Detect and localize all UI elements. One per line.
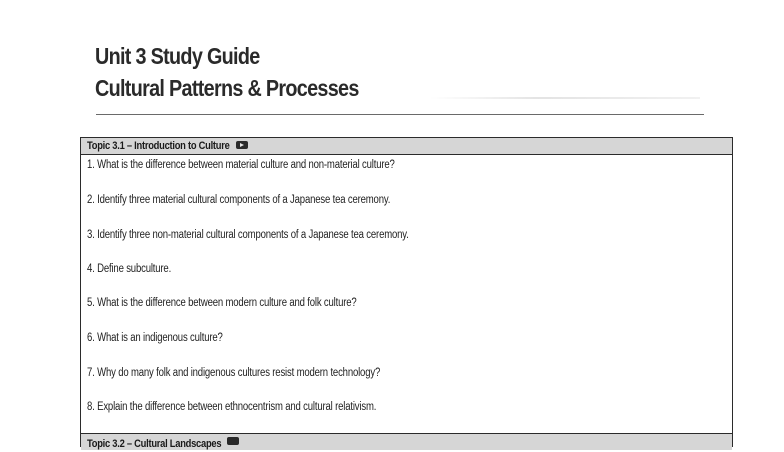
question-item: 5. What is the difference between modern culture and folk culture?	[87, 297, 357, 309]
page-subtitle: Cultural Patterns & Processes	[95, 75, 359, 101]
next-topic-header	[81, 434, 732, 450]
faint-scan-mark	[430, 97, 700, 99]
question-item: 2. Identify three material cultural components of a Japanese tea ceremony.	[87, 194, 391, 206]
question-item: 6. What is an indigenous culture?	[87, 332, 223, 344]
question-item: 8. Explain the difference between ethnocentrism and cultural relativism.	[87, 401, 377, 413]
question-item: 1. What is the difference between material culture and non-material culture?	[87, 159, 395, 171]
question-table	[80, 137, 733, 450]
question-item: 7. Why do many folk and indigenous cultures resist modern technology?	[87, 367, 381, 379]
question-item: 4. Define subculture.	[87, 263, 172, 275]
next-topic-title: Topic 3.2 – Cultural Landscapes	[87, 438, 222, 450]
next-video-icon[interactable]	[227, 437, 239, 445]
question-item: 3. Identify three non-material cultural components of a Japanese tea ceremony.	[87, 229, 409, 241]
topic-title: Topic 3.1 – Introduction to Culture	[87, 140, 230, 152]
video-icon[interactable]	[236, 141, 248, 149]
title-divider	[96, 114, 704, 115]
page-title: Unit 3 Study Guide	[95, 43, 260, 69]
title-block	[95, 40, 402, 104]
topic-header	[81, 138, 732, 155]
